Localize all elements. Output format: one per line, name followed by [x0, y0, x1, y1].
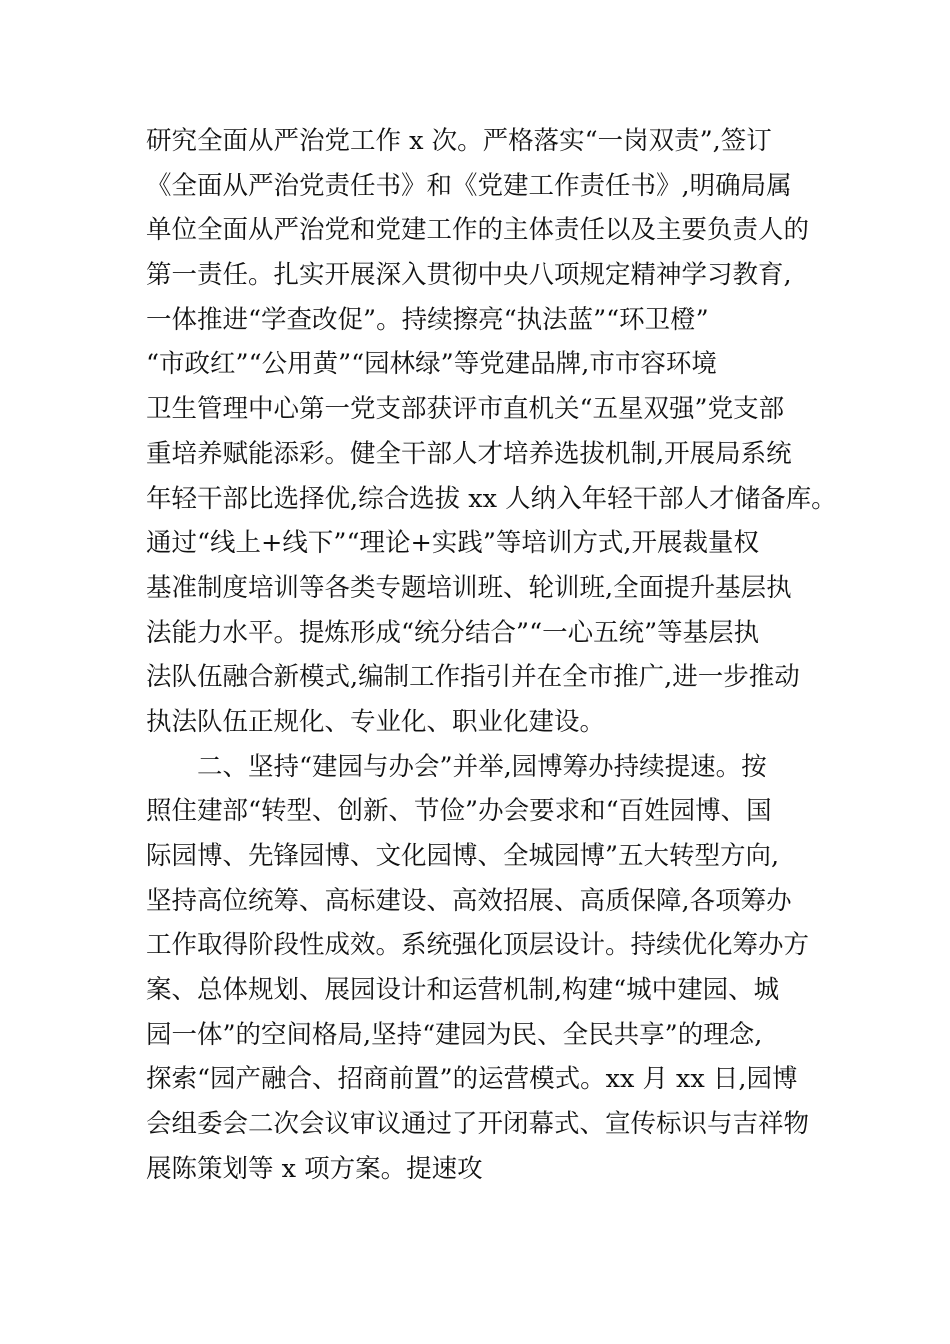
text-line: 研究全面从严治党工作 x 次。严格落实“一岗双责”,签订 — [146, 126, 772, 156]
text-line: 一体推进“学查改促”。持续擦亮“执法蓝”“环卫橙” — [146, 304, 709, 335]
text-line: 年轻干部比选择优,综合选拔 xx 人纳入年轻干部人才储备库。 — [146, 483, 837, 514]
text-line: 法能力水平。提炼形成“统分结合”“一心五统”等基层执 — [146, 617, 760, 648]
text-line: 会组委会二次会议审议通过了开闭幕式、宣传标识与吉祥物 — [146, 1109, 810, 1140]
text-line: 坚持高位统筹、高标建设、高效招展、高质保障,各项筹办 — [146, 885, 792, 916]
text-line: 案、总体规划、展园设计和运营机制,构建“城中建园、城 — [146, 975, 780, 1006]
text-line: 执法队伍正规化、专业化、职业化建设。 — [146, 706, 606, 737]
text-line: 法队伍融合新模式,编制工作指引并在全市推广,进一步推动 — [146, 662, 800, 693]
document-body — [146, 119, 837, 1192]
text-line: 通过“线上+线下”“理论+实践”等培训方式,开展裁量权 — [146, 528, 759, 559]
text-line: 《全面从严治党责任书》和《党建工作责任书》,明确局属 — [146, 170, 792, 201]
paragraph-start-line: 二、坚持“建园与办会”并举,园博筹办持续提速。按 — [197, 751, 767, 782]
text-line: 卫生管理中心第一党支部获评市直机关“五星双强”党支部 — [146, 394, 785, 425]
text-line: 单位全面从严治党和党建工作的主体责任以及主要负责人的 — [146, 215, 810, 246]
text-line: 基准制度培训等各类专题培训班、轮训班,全面提升基层执 — [146, 572, 792, 603]
text-line: “市政红”“公用黄”“园林绿”等党建品牌,市市容环境 — [146, 349, 717, 380]
text-line: 探索“园产融合、招商前置”的运营模式。xx 月 xx 日,园博 — [146, 1064, 798, 1095]
text-line: 园一体”的空间格局,坚持“建园为民、全民共享”的理念, — [146, 1019, 763, 1050]
text-line: 展陈策划等 x 项方案。提速攻 — [146, 1153, 483, 1184]
text-line: 际园博、先锋园博、文化园博、全城园博”五大转型方向, — [146, 841, 780, 871]
text-line: 第一责任。扎实开展深入贯彻中央八项规定精神学习教育, — [146, 260, 792, 291]
text-line: 照住建部“转型、创新、节俭”办会要求和“百姓园博、国 — [146, 796, 772, 827]
text-line: 工作取得阶段性成效。系统强化顶层设计。持续优化筹办方 — [146, 930, 810, 961]
text-line: 重培养赋能添彩。健全干部人才培养选拔机制,开展局系统 — [146, 438, 792, 469]
